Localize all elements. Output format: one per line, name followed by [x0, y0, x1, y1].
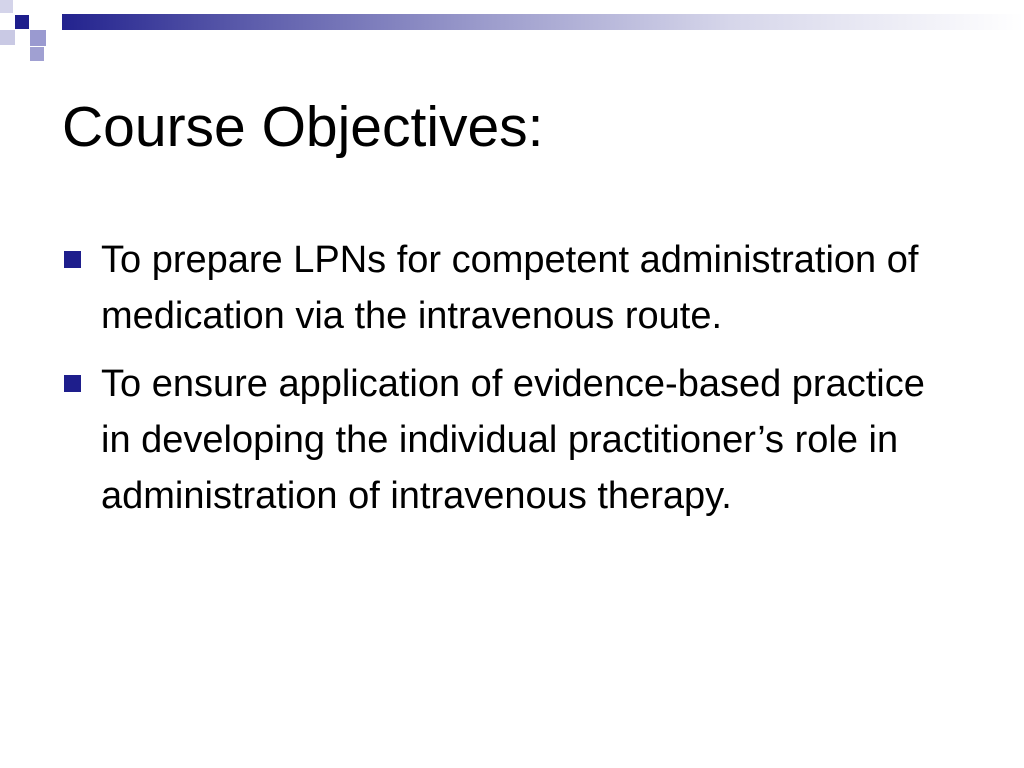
bullet-item — [62, 356, 962, 524]
decorative-square — [30, 47, 44, 61]
decorative-square — [0, 30, 15, 45]
bullet-text: To prepare LPNs for competent administration of medication via the intravenous route. — [101, 239, 919, 337]
decorative-square — [15, 15, 29, 29]
decorative-square — [0, 0, 13, 13]
square-bullet-icon — [64, 375, 81, 392]
decorative-square — [46, 14, 62, 30]
slide-title: Course Objectives: — [62, 95, 544, 159]
header-gradient-bar — [46, 14, 1024, 30]
bullet-text: To ensure application of evidence-based practice in developing the individual practitioner’s role in administration of intravenous therapy. — [101, 363, 925, 517]
bullet-item — [62, 232, 962, 344]
square-bullet-icon — [64, 251, 81, 268]
decorative-square — [30, 30, 46, 46]
bullet-list — [62, 232, 962, 536]
